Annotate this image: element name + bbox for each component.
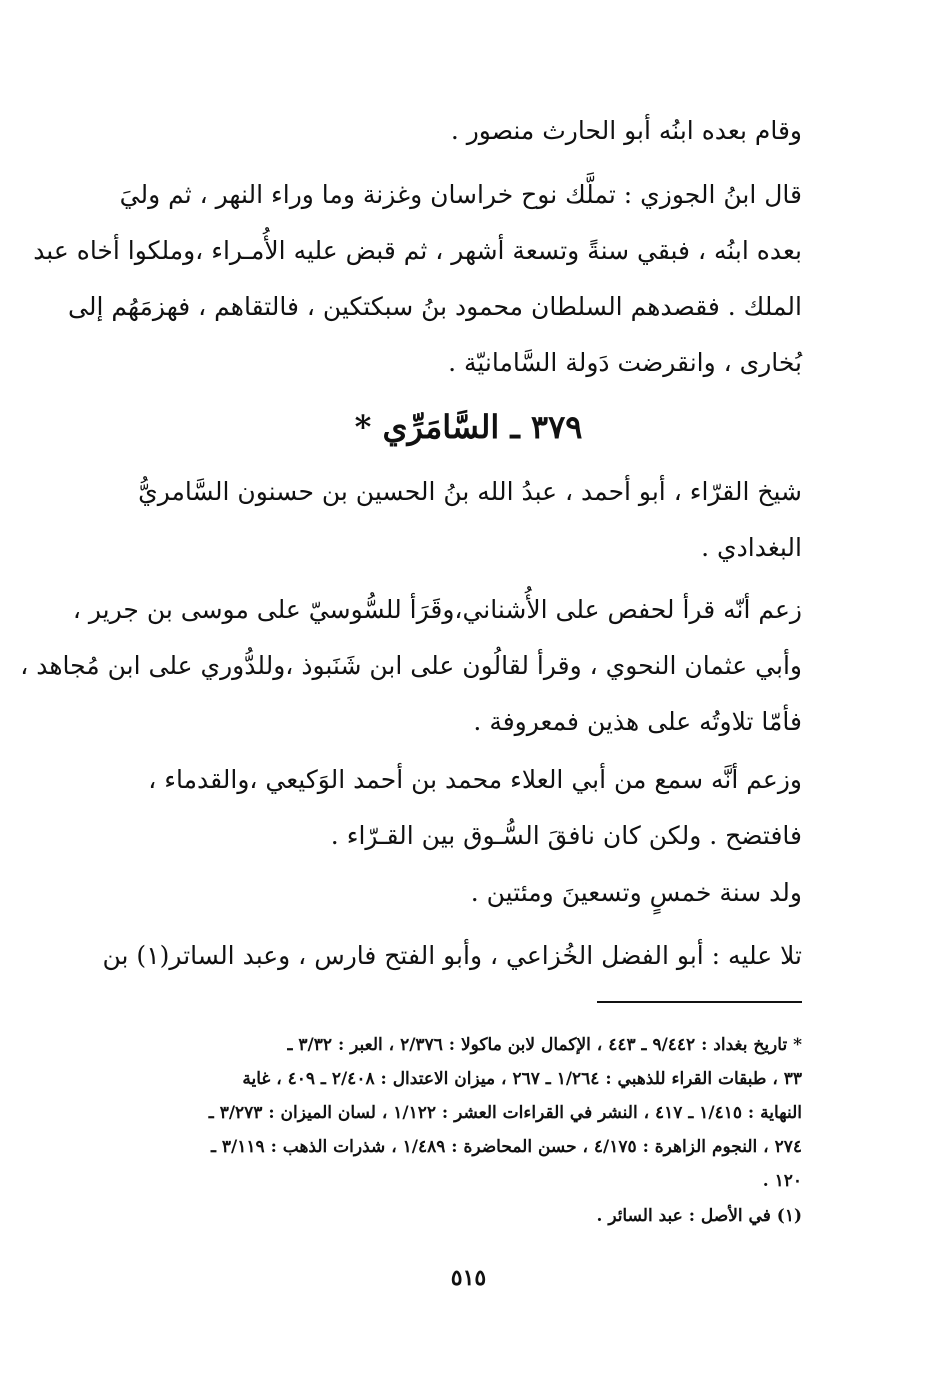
text-line: وزعم أنَّه سمع من أبي العلاء محمد بن أحمد الوَكيعي ،والقدماء ، [148,765,802,794]
footnote-line: * تاريخ بغداد : ٩/٤٤٢ ـ ٤٤٣ ، الإكمال لابن ماكولا : ٢/٣٧٦ ، العبر : ٣/٣٢ ـ [287,1035,802,1055]
footnote-line: النهاية : ١/٤١٥ ـ ٤١٧ ، النشر في القراءات العشر : ١/١٢٢ ، لسان الميزان : ٣/٢٧٣ ـ [208,1103,802,1123]
text-line: زعم أنّه قرأ لحفص على الأُشناني،وقَرَأ للسُّوسيّ على موسى بن جرير ، [72,595,802,624]
text-line: بعده ابنُه ، فبقي سنةً وتسعة أشهر ، ثم قبض عليه الأُمـراء ،وملكوا أخاه عبد [33,236,802,265]
paragraph-claims [135,752,802,864]
text-line: بُخارى ، وانقرضت دَولة السَّامانيّة . [448,348,802,377]
text-line: ولد سنة خمسٍ وتسعينَ ومئتين . [470,878,802,907]
paragraph-succession [135,103,802,159]
page-number: ٥١٥ [450,1265,487,1291]
entry-heading: ٣٧٩ ـ السَّامَرِّي * [354,408,583,446]
footnote-sources [135,1028,802,1198]
text-line: البغدادي . [701,533,802,562]
paragraph-birth [135,865,802,921]
footnote-1: (١) في الأصل : عبد السائر . [596,1206,802,1226]
text-line: فافتضح . ولكن كان نافقَ السُّـوق بين القـرّاء . [330,821,802,850]
paragraph-recitations [20,582,802,750]
text-line: الملك . فقصدهم السلطان محمود بنُ سبكتكين ، فالتقاهم ، فهزمَهُم إلى [68,292,802,321]
text-line: شيخ القرّاء ، أبو أحمد ، عبدُ الله بنُ الحسين بن حسنون السَّامريُّ [138,477,802,506]
paragraph-students [102,928,802,984]
footnote-divider [597,1001,802,1003]
paragraph-identity [135,464,802,576]
text-line: وقام بعده ابنُه أبو الحارث منصور . [450,116,802,145]
text-line: فأمّا تلاوتُه على هذين فمعروفة . [473,707,802,736]
text-line: وأبي عثمان النحوي ، وقرأ لقالُون على ابن شَنَبوذ ،وللدُّوري على ابن مُجاهد ، [20,651,802,680]
text-line: قال ابنُ الجوزي : تملَّك نوح خراسان وغزنة وما وراء النهر ، ثم وليَ [119,180,802,209]
text-line: تلا عليه : أبو الفضل الخُزاعي ، وأبو الفتح فارس ، وعبد الساتر(١) بن [102,941,802,970]
footnote-line: ١٢٠ . [762,1171,802,1191]
footnote-line: ٢٧٤ ، النجوم الزاهرة : ٤/١٧٥ ، حسن المحاضرة : ١/٤٨٩ ، شذرات الذهب : ٣/١١٩ ـ [211,1137,802,1157]
paragraph-ibn-jawzi-quote [33,167,802,391]
footnote-line: ٣٣ ، طبقات القراء للذهبي : ١/٢٦٤ ـ ٢٦٧ ، ميزان الاعتدال : ٢/٤٠٨ ـ ٤٠٩ ، غاية [242,1069,802,1089]
